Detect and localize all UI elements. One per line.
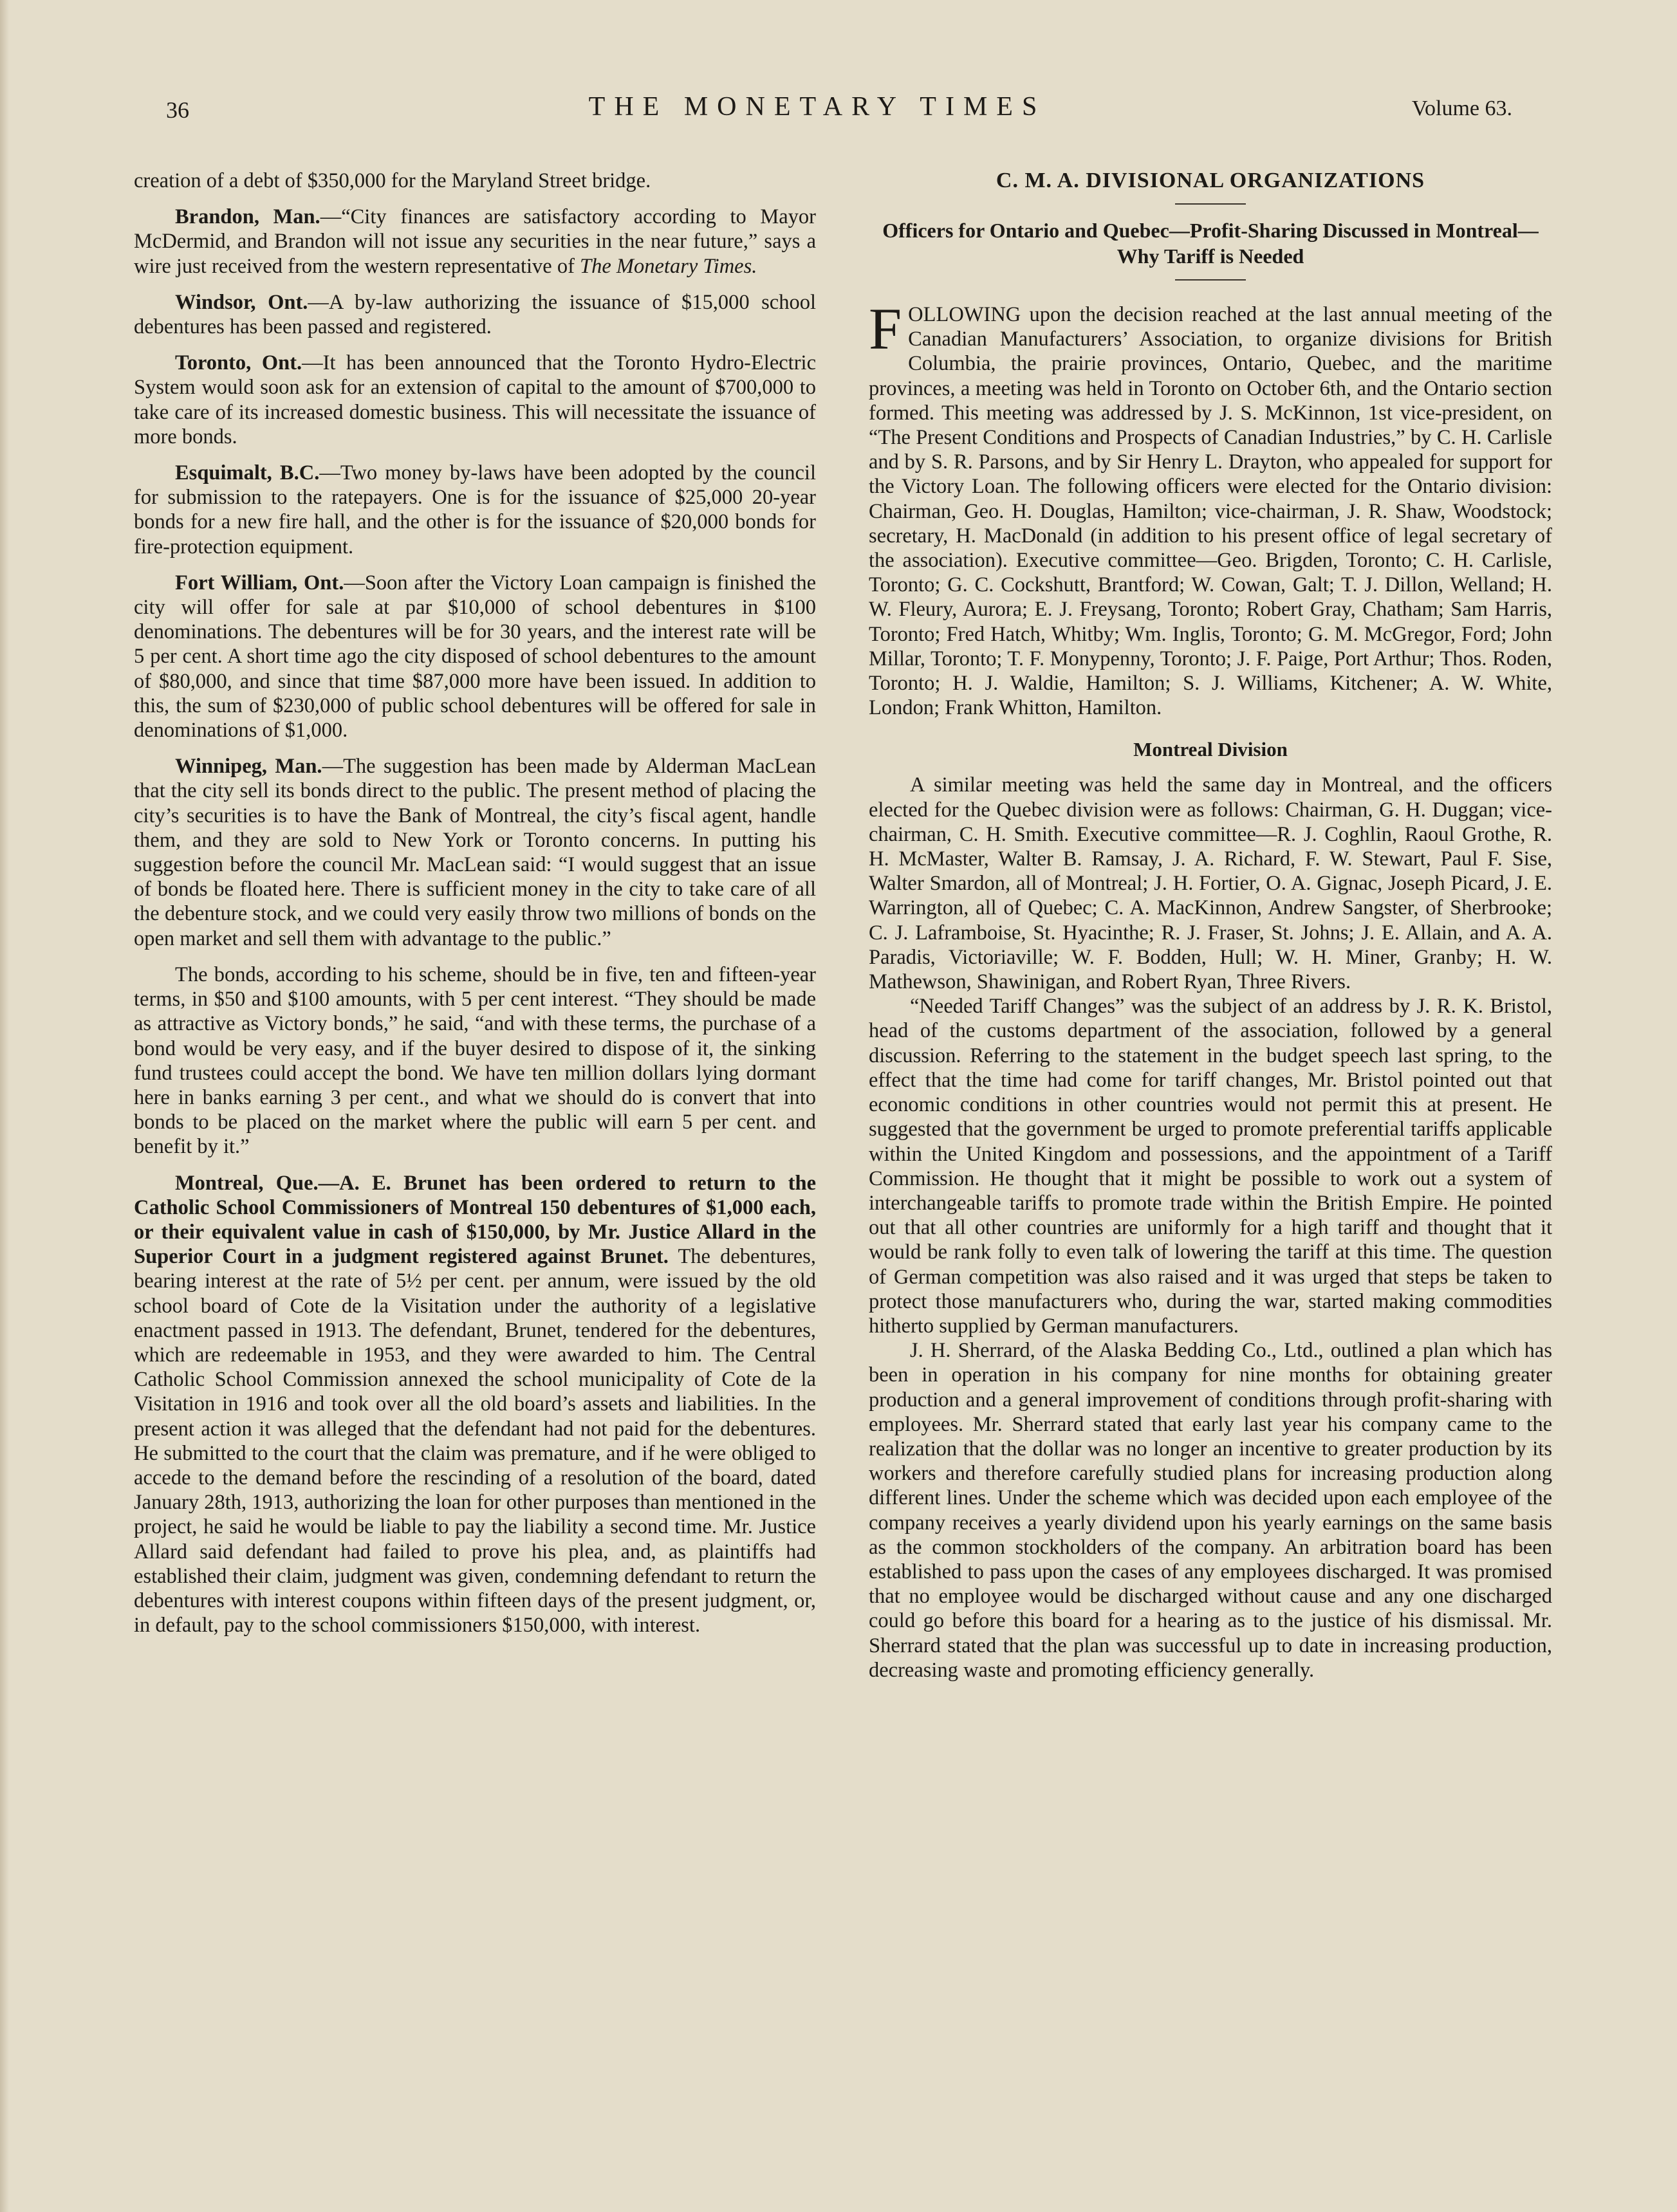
news-text: —A by-law authorizing the issuance of $15,000 school debentures has been passed and registered. xyxy=(134,290,816,339)
place-name: Winnipeg, Man. xyxy=(175,755,322,779)
news-text: —Soon after the Victory Loan campaign is finished the city will offer for sale at par $10,000 of school debentures in $100 denominations. The debentures will be for 30 years, and the interest rate will be 5 per cent. A short time ago the city disposed of school debentures to the amount of $80,000, and since that time $87,000 more have been issued. In addition to this, the sum of $230,000 of public school debentures will be offered for sale in denominations of $1,000. xyxy=(134,571,816,742)
paragraph-continuation: creation of a debt of $350,000 for the Maryland Street bridge. xyxy=(134,169,651,192)
news-item-esquimalt xyxy=(134,461,816,559)
news-item-winnipeg xyxy=(134,754,816,951)
news-item-brandon xyxy=(134,205,816,279)
place-name: Brandon, Man. xyxy=(175,205,320,229)
article-subtitle: Officers for Ontario and Quebec—Profit-Sharing Discussed in Montreal—Why Tariff is Needed xyxy=(882,219,1539,268)
right-column xyxy=(869,169,1552,1682)
news-text: —The suggestion has been made by Alderman MacLean that the city sell its bonds direct to the public. The present method of placing the city’s securities is to have the Bank of Montreal, the city’s fiscal agent, handle them, and they are sold to New York or Toronto concerns. In putting his suggestion before the council Mr. MacLean said: “I would suggest that an issue of bonds be floated here. There is sufficient money in the city to take care of all the debenture stock, and we could very easily throw two millions of bonds on the open market and sell them with advantage to the public.” xyxy=(134,755,817,950)
article-title: C. M. A. DIVISIONAL ORGANIZATIONS xyxy=(996,169,1425,192)
page-header xyxy=(122,91,1512,130)
news-text: —Two money by-laws have been adopted by the council for submission to the ratepayers. One is for the issuance of $25,000 20-year bonds for a new fire hall, and the other is for the issuance of $20,000 bonds for fire-protection equipment. xyxy=(134,461,816,558)
place-name: Esquimalt, B.C. xyxy=(175,461,320,485)
lead-text: upon the decision reached at the last annual meeting of the Canadian Manufacturers’ Association, to organize divisions for British Columbia, the prairie provinces, Ontario, Quebec, and the maritime provinces, a meeting was held in Toronto on October 6th, and the Ontario section formed. This meeting was addressed by J. S. McKinnon, 1st vice-president, on “The Present Conditions and Prospects of Canadian Industries,” by C. H. Carlisle and by S. R. Parsons, and by Sir Henry L. Drayton, who appealed for support for the Victory Loan. The following officers were elected for the Ontario division: Chairman, Geo. H. Douglas, Hamilton; vice-chairman, J. R. Shaw, Woodstock; secretary, H. MacDonald (in addition to his present office of legal secretary of the association). Executive committee—Geo. Brigden, Toronto; C. H. Carlisle, Toronto; G. C. Cockshutt, Brantford; W. Cowan, Galt; T. J. Dillon, Welland; H. W. Fleury, Aurora; E. J. Freysang, Toronto; Robert Gray, Chatham; Sam Harris, Toronto; Fred Hatch, Whitby; Wm. Inglis, Toronto; G. M. McGregor, Ford; John Millar, Toronto; T. F. Monypenny, Toronto; J. F. Paige, Port Arthur; Thos. Roden, Toronto; H. J. Waldie, Hamilton; S. J. Williams, Kitchener; A. W. White, London; Frank Whitton, Hamilton. xyxy=(869,303,1552,720)
news-item-winnipeg-continued: The bonds, according to his scheme, should be in five, ten and fifteen-year terms, in $50 and $100 amounts, with 5 per cent interest. “They should be made as attractive as Victory bonds,” he said, “and with these terms, the purchase of a bond would be very easy, and if the buyer desired to dispose of it, the sinking fund trustees could accept the bond. We have ten million dollars lying dormant here in banks earning 3 per cent., and what we should do is convert that into bonds to be placed on the market where the public will earn 5 per cent. and benefit by it.” xyxy=(134,963,816,1159)
article-lead-paragraph xyxy=(869,296,1552,720)
news-item-fort-william xyxy=(134,571,816,742)
subtitle-rule xyxy=(1175,279,1246,281)
tariff-paragraph: “Needed Tariff Changes” was the subject of an address by J. R. K. Bristol, head of the customs department of the association, followed by a general discussion. Referring to the statement in the budget speech last spring, to the effect that the time had come for tariff changes, Mr. Bristol pointed out that economic conditions in other countries would not permit this at present. He suggested that the government be urged to promote preferential tariffs applicable within the United Kingdom and possessions, and the appointment of a Tariff Commission. He thought that it might be possible to work out a system of interchangeable tariffs to promote trade within the British Empire. He pointed out that all other countries are uniformly for a high tariff and thought that it would be rank folly to even talk of lowering the tariff at this time. The question of German competition was also raised and it was urged that steps be taken to protect those manufacturers who, during the war, started making commodities hitherto supplied by German manufacturers. xyxy=(869,995,1552,1338)
news-lead-bold: —A. E. Brunet has been ordered to return to the Catholic School Commissioners of Montreal 150 debentures of $1,000 each, or their equivalent value in cash of $150,000, by Mr. Justice Allard in the Superior Court in a judgment registered against Brunet. xyxy=(134,1171,816,1269)
drop-cap: F xyxy=(869,296,902,362)
lead-caps: OLLOWING xyxy=(908,303,1021,326)
place-name: Toronto, Ont. xyxy=(175,351,302,375)
place-name: Montreal, Que. xyxy=(175,1171,319,1195)
volume-label: Volume 63. xyxy=(1411,97,1512,120)
profit-sharing-paragraph: J. H. Sherrard, of the Alaska Bedding Co., Ltd., outlined a plan which has been in operation in his company for nine months for obtaining greater production and a general improvement of conditions through profit-sharing with employees. Mr. Sherrard stated that early last year his company came to the realization that the dollar was no longer an incentive to greater production by its workers and therefore carefully studied plans for increasing production along different lines. Under the scheme which was decided upon each employee of the company receives a yearly dividend upon his yearly earnings on the same basis as the common stockholders of the company. An arbitration board has been established to pass upon the cases of any employees discharged. It was promised that no employee would be discharged without cause and any one discharged could go before this board for a hearing as to the justice of his dismissal. Mr. Sherrard stated that the plan was successful up to date in increasing production, decreasing waste and promoting efficiency generally. xyxy=(869,1339,1552,1682)
publication-name: The Monetary Times. xyxy=(580,254,757,278)
running-title: THE MONETARY TIMES xyxy=(588,92,1046,122)
place-name: Windsor, Ont. xyxy=(175,290,308,314)
place-name: Fort William, Ont. xyxy=(175,571,344,594)
news-text: —“City finances are satisfactory according to Mayor McDermid, and Brandon will not issue any securities in the near future,” says a wire just received from the western representative of xyxy=(134,205,817,278)
page-number: 36 xyxy=(166,97,189,123)
title-rule xyxy=(1175,203,1246,205)
section-subhead: Montreal Division xyxy=(1133,738,1288,761)
news-item-windsor xyxy=(134,290,816,339)
news-item-toronto xyxy=(134,351,816,449)
page-edge xyxy=(0,0,9,2212)
montreal-officers-paragraph: A similar meeting was held the same day in Montreal, and the officers elected for the Quebec division were as follows: Chairman, G. H. Duggan; vice-chairman, C. H. Smith. Executive committee—R. J. Coghlin, Raoul Grothe, R. H. McMaster, Walter B. Ramsay, J. A. Richard, F. W. Stewart, Paul F. Sise, Walter Smardon, all of Montreal; J. H. Fortier, O. A. Gignac, Joseph Picard, J. E. Warrington, all of Quebec; C. A. MacKinnon, Andrew Sangster, of Sherbrooke; C. J. Laframboise, St. Hyacinthe; R. J. Fraser, St. Johns; J. E. Allain, and A. A. Paradis, Victoriaville; W. F. Bodden, Hull; W. H. Miner, Granby; H. W. Mathewson, Shawinigan, and Robert Ryan, Three Rivers. xyxy=(869,773,1552,994)
news-text: The debentures, bearing interest at the rate of 5½ per cent. per annum, were issued by the old school board of Cote de la Visitation under the authority of a legislative enactment passed in 1913. The defendant, Brunet, tendered for the debentures, which are redeemable in 1953, and they were awarded to him. The Central Catholic School Commission annexed the school municipality of Cote de la Visitation in 1916 and took over all the old board’s assets and liabilities. In the present action it was alleged that the defendant had not paid for the debentures. He submitted to the court that the claim was premature, and if he were obliged to accede to the demand before the rescinding of a resolution of the board, dated January 28th, 1913, authorizing the loan for other purposes than mentioned in the project, he said he would be liable to pay the liability a second time. Mr. Justice Allard said defendant had failed to prove his plea, and, as plaintiffs had established their claim, judgment was given, condemning defendant to return the debentures with interest coupons within fifteen days of the present judgment, or, in default, pay to the school commissioners $150,000, with interest. xyxy=(134,1245,817,1637)
news-item-montreal xyxy=(134,1171,816,1638)
news-text: —It has been announced that the Toronto Hydro-Electric System would soon ask for an extension of capital to the amount of $700,000 to take care of its increased domestic business. This will necessitate the issuance of more bonds. xyxy=(134,351,816,448)
left-column xyxy=(134,169,816,1637)
